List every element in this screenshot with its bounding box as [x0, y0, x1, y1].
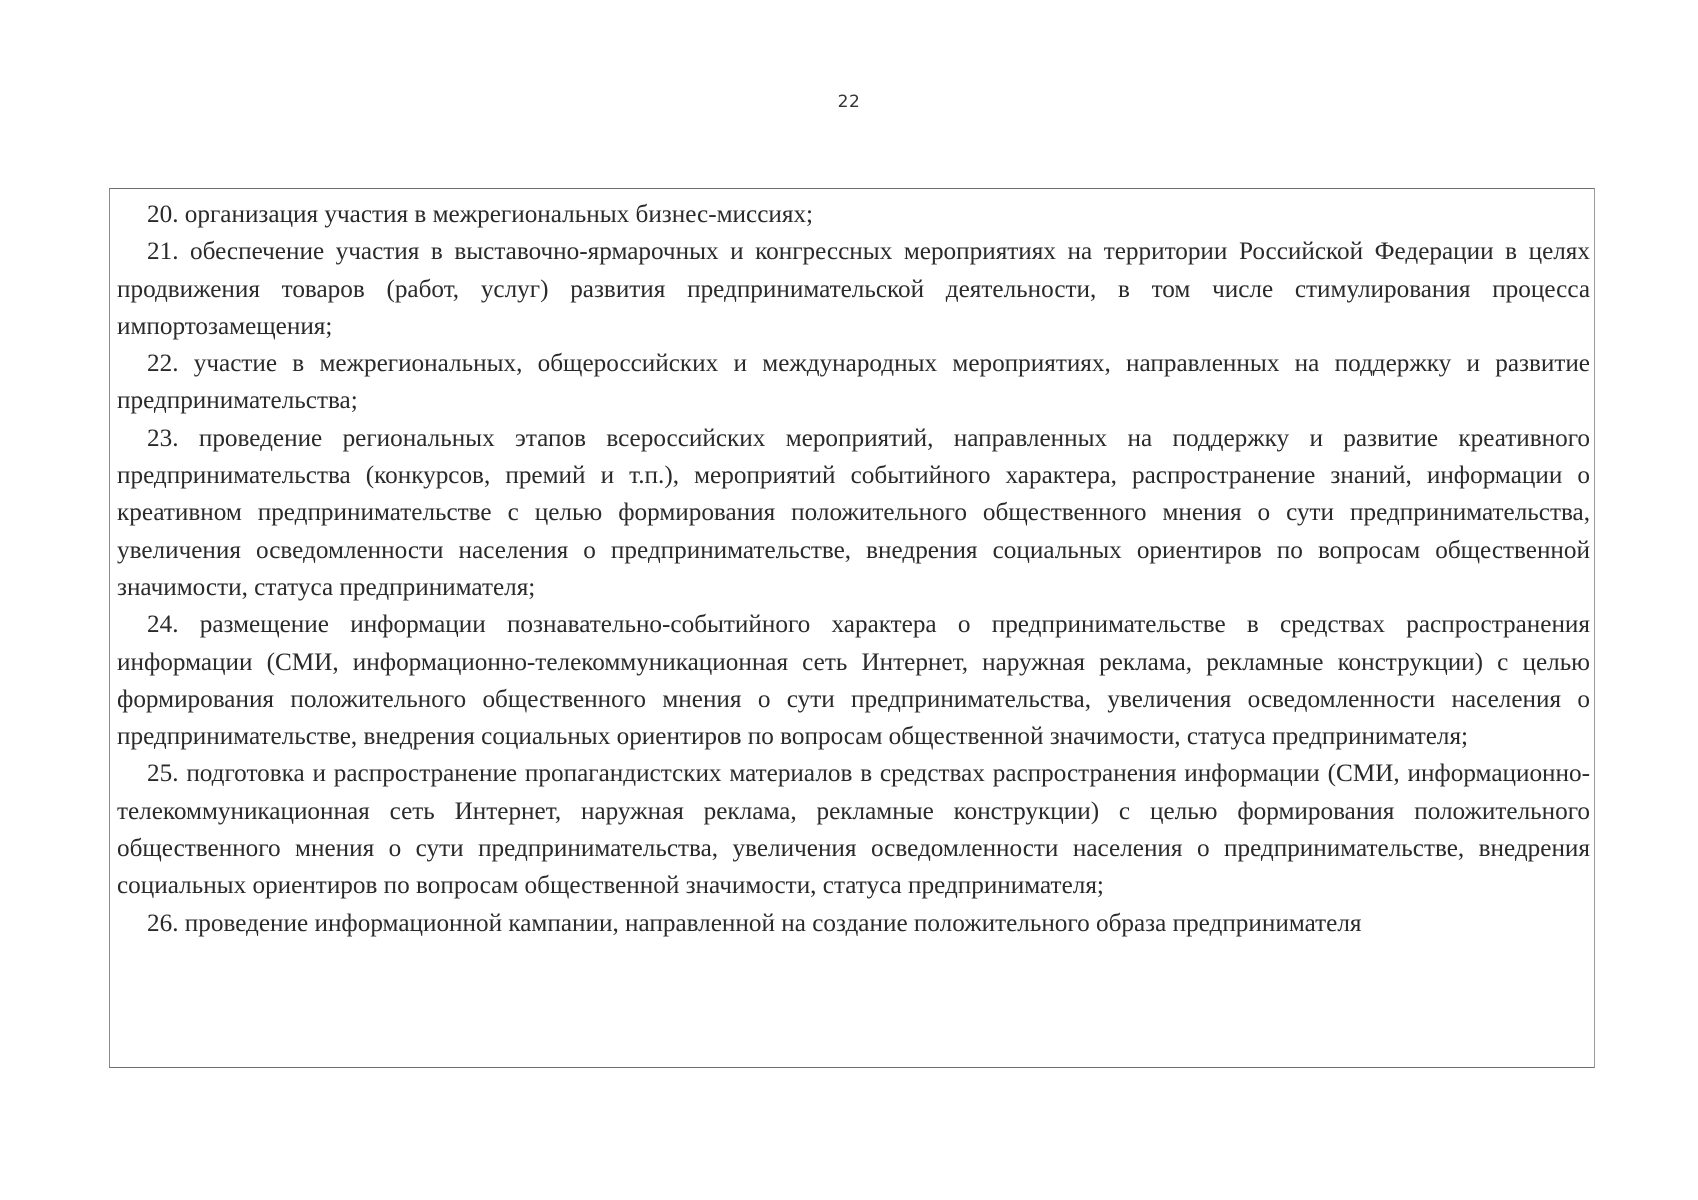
list-item-21: 21. обеспечение участия в выставочно-ярмарочных и конгрессных мероприятиях на территории Российской Федерации в целях продвижения товаров (работ, услуг) развития предпринимательской деятельности, в том числе стимулирования процесса импортозамещения;: [117, 238, 1590, 340]
measures-list: [117, 196, 1590, 942]
list-item-23: 23. проведение региональных этапов всероссийских мероприятий, направленных на поддержку и развитие креативного предпринимательства (конкурсов, премий и т.п.), мероприятий событийного характера, распространение знаний, информации о креативном предпринимательстве с целью формирования положительного общественного мнения о сути предпринимательства, увеличения осведомленности населения о предпринимательстве, внедрения социальных ориентиров по вопросам общественной значимости, статуса предпринимателя;: [117, 424, 1590, 601]
list-item-26: 26. проведение информационной кампании, направленной на создание положительного образа предпринимателя: [147, 909, 1362, 937]
list-item-20: 20. организация участия в межрегиональных бизнес-миссиях;: [147, 201, 814, 228]
list-item-25: 25. подготовка и распространение пропагандистских материалов в средствах распространения информации (СМИ, информационно-телекоммуникационная сеть Интернет, наружная реклама, рекламные конструкции) с целью формирования положительного общественного мнения о сути предпринимательства, увеличения осведомленности населения о предпринимательстве, внедрения социальных ориентиров по вопросам общественной значимости, статуса предпринимателя;: [117, 760, 1590, 900]
list-item-22: 22. участие в межрегиональных, общероссийских и международных мероприятиях, направленных на поддержку и развитие предпринимательства;: [117, 350, 1590, 415]
page-number: 22: [837, 92, 861, 112]
list-item-24: 24. размещение информации познавательно-событийного характера о предпринимательстве в средствах распространения информации (СМИ, информационно-телекоммуникационная сеть Интернет, наружная реклама, рекламные конструкции) с целью формирования положительного общественного мнения о сути предпринимательства, увеличения осведомленности населения о предпринимательстве, внедрения социальных ориентиров по вопросам общественной значимости, статуса предпринимателя;: [117, 611, 1590, 751]
